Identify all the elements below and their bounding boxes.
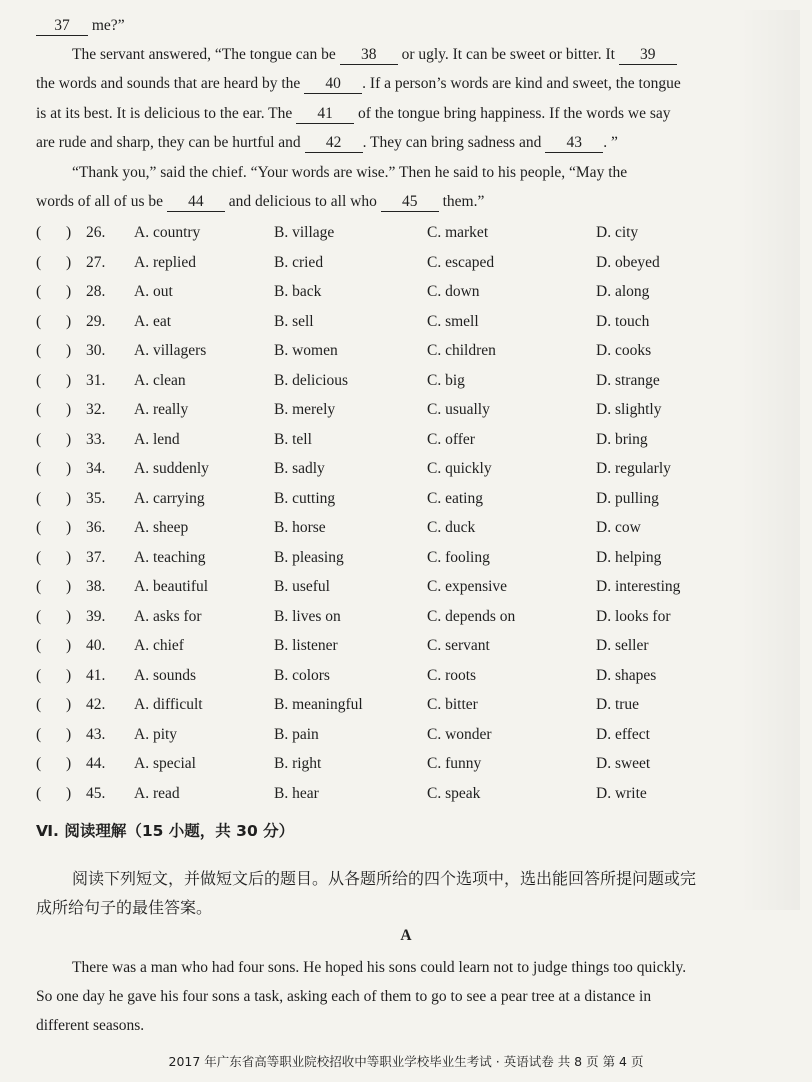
question-row bbox=[36, 635, 748, 657]
passage-text: The servant answered, “The tongue can be bbox=[72, 46, 336, 63]
option-a[interactable]: A. chief bbox=[134, 637, 184, 654]
option-b[interactable]: B. pain bbox=[274, 725, 319, 743]
passage-text: of the tongue bring happiness. If the words we say bbox=[358, 105, 671, 122]
answer-paren-close[interactable]: ) bbox=[66, 548, 72, 566]
option-d[interactable]: D. true bbox=[596, 696, 640, 713]
option-a[interactable]: A. eat bbox=[134, 312, 172, 330]
reading-line-1: There was a man who had four sons. He hoped his sons could learn not to judge things too quickly. bbox=[72, 959, 687, 976]
answer-paren-close[interactable]: ) bbox=[66, 696, 72, 713]
page-footer: 2017 年广东省高等职业院校招收中等职业学校毕业生考试 · 英语试卷 共 8 页 第 4 页 bbox=[168, 1054, 644, 1069]
answer-paren-open[interactable]: ( bbox=[36, 755, 42, 772]
question-number: 31. bbox=[86, 371, 106, 389]
answer-paren-open[interactable]: ( bbox=[36, 342, 42, 359]
option-a[interactable]: A. sheep bbox=[134, 519, 189, 536]
option-a[interactable]: A. carrying bbox=[134, 489, 205, 507]
option-c[interactable]: C. children bbox=[427, 342, 496, 359]
section-title: Ⅵ. 阅读理解（15 小题，共 30 分） bbox=[36, 822, 295, 840]
question-row bbox=[36, 429, 748, 451]
passage-text: are rude and sharp, they can be hurtful and bbox=[36, 134, 301, 151]
option-c[interactable]: C. quickly bbox=[427, 460, 492, 477]
question-row bbox=[36, 488, 748, 510]
option-d[interactable]: D. seller bbox=[596, 637, 649, 654]
question-number: 27. bbox=[86, 253, 106, 271]
section-instruction-line-2: 成所给句子的最佳答案。 bbox=[36, 898, 213, 917]
option-b[interactable]: B. back bbox=[274, 283, 322, 300]
option-c[interactable]: C. bitter bbox=[427, 696, 478, 713]
option-b[interactable]: B. village bbox=[274, 224, 335, 241]
option-c[interactable]: C. expensive bbox=[427, 578, 508, 595]
option-a[interactable]: A. suddenly bbox=[134, 460, 209, 477]
blank-41[interactable]: 41 bbox=[296, 105, 354, 124]
question-row bbox=[36, 694, 748, 716]
option-a[interactable]: A. pity bbox=[134, 725, 178, 743]
question-row bbox=[36, 753, 748, 775]
passage-line-5 bbox=[36, 133, 748, 153]
passage-label: A bbox=[400, 927, 412, 944]
answer-paren-open[interactable]: ( bbox=[36, 519, 42, 536]
passage-text: “Thank you,” said the chief. “Your words are wise.” Then he said to his people, “May the bbox=[72, 164, 628, 181]
question-row bbox=[36, 576, 748, 598]
option-a[interactable]: A. really bbox=[134, 401, 189, 418]
option-d[interactable]: D. regularly bbox=[596, 460, 671, 477]
option-b[interactable]: B. sell bbox=[274, 312, 314, 330]
passage-text: or ugly. It can be sweet or bitter. It bbox=[401, 46, 615, 63]
option-a[interactable]: A. read bbox=[134, 784, 180, 802]
question-number: 29. bbox=[86, 312, 106, 330]
option-b[interactable]: B. delicious bbox=[274, 371, 349, 389]
answer-paren-open[interactable]: ( bbox=[36, 401, 42, 418]
question-row bbox=[36, 547, 748, 569]
answer-paren-open[interactable]: ( bbox=[36, 696, 42, 713]
passage-text: . They can bring sadness and bbox=[362, 134, 542, 151]
option-a[interactable]: A. beautiful bbox=[134, 578, 209, 595]
option-d[interactable]: D. effect bbox=[596, 725, 650, 743]
option-c[interactable]: C. eating bbox=[427, 489, 483, 507]
question-row bbox=[36, 517, 748, 539]
option-a[interactable]: A. difficult bbox=[134, 696, 203, 713]
question-row bbox=[36, 252, 748, 274]
answer-paren-open[interactable]: ( bbox=[36, 489, 42, 507]
answer-paren-open[interactable]: ( bbox=[36, 578, 42, 595]
question-number: 33. bbox=[86, 430, 106, 448]
blank-38[interactable]: 38 bbox=[340, 46, 398, 65]
option-b[interactable]: B. right bbox=[274, 755, 322, 772]
question-number: 40. bbox=[86, 637, 106, 654]
option-c[interactable]: C. servant bbox=[427, 637, 490, 654]
question-row bbox=[36, 399, 748, 421]
option-c[interactable]: C. usually bbox=[427, 401, 490, 418]
option-d[interactable]: D. slightly bbox=[596, 401, 662, 418]
option-c[interactable]: C. down bbox=[427, 283, 480, 300]
option-d[interactable]: D. shapes bbox=[596, 666, 657, 684]
answer-paren-open[interactable]: ( bbox=[36, 784, 42, 802]
blank-43[interactable]: 43 bbox=[545, 134, 603, 153]
option-d[interactable]: D. touch bbox=[596, 312, 650, 330]
answer-paren-close[interactable]: ) bbox=[66, 253, 72, 271]
option-a[interactable]: A. out bbox=[134, 283, 173, 300]
answer-paren-close[interactable]: ) bbox=[66, 430, 72, 448]
option-c[interactable]: C. smell bbox=[427, 312, 479, 330]
scan-shadow bbox=[740, 10, 800, 910]
answer-paren-close[interactable]: ) bbox=[66, 342, 72, 359]
passage-text: me?” bbox=[91, 17, 125, 34]
answer-paren-open[interactable]: ( bbox=[36, 253, 42, 271]
option-a[interactable]: A. sounds bbox=[134, 666, 197, 684]
answer-paren-open[interactable]: ( bbox=[36, 666, 42, 684]
option-d[interactable]: D. helping bbox=[596, 548, 662, 566]
passage-text: . If a person’s words are kind and sweet, the tongue bbox=[362, 75, 681, 92]
option-d[interactable]: D. obeyed bbox=[596, 253, 660, 271]
option-d[interactable]: D. bring bbox=[596, 430, 648, 448]
blank-45[interactable]: 45 bbox=[381, 193, 439, 212]
reading-line-3: different seasons. bbox=[36, 1017, 145, 1034]
option-d[interactable]: D. pulling bbox=[596, 489, 659, 507]
question-row bbox=[36, 370, 748, 392]
blank-44[interactable]: 44 bbox=[167, 193, 225, 212]
option-d[interactable]: D. write bbox=[596, 784, 647, 802]
answer-paren-close[interactable]: ) bbox=[66, 371, 72, 389]
question-number: 32. bbox=[86, 401, 106, 418]
reading-line-2: So one day he gave his four sons a task, asking each of them to go to see a pear tree at a distance in bbox=[36, 988, 652, 1005]
blank-37[interactable]: 37 bbox=[36, 17, 88, 36]
answer-paren-close[interactable]: ) bbox=[66, 784, 72, 802]
option-c[interactable]: C. wonder bbox=[427, 725, 492, 743]
option-d[interactable]: D. sweet bbox=[596, 755, 651, 772]
option-a[interactable]: A. country bbox=[134, 224, 201, 241]
option-b[interactable]: B. lives on bbox=[274, 607, 341, 625]
answer-paren-close[interactable]: ) bbox=[66, 401, 72, 418]
option-a[interactable]: A. special bbox=[134, 755, 196, 772]
question-number: 37. bbox=[86, 548, 106, 566]
option-a[interactable]: A. villagers bbox=[134, 342, 207, 359]
option-d[interactable]: D. along bbox=[596, 283, 650, 300]
question-number: 36. bbox=[86, 519, 106, 536]
question-number: 38. bbox=[86, 578, 106, 595]
option-a[interactable]: A. asks for bbox=[134, 607, 202, 625]
option-b[interactable]: B. pleasing bbox=[274, 548, 344, 566]
option-b[interactable]: B. sadly bbox=[274, 460, 325, 477]
answer-paren-open[interactable]: ( bbox=[36, 725, 42, 743]
option-b[interactable]: B. useful bbox=[274, 578, 330, 595]
question-row bbox=[36, 340, 748, 362]
answer-paren-open[interactable]: ( bbox=[36, 607, 42, 625]
option-c[interactable]: C. market bbox=[427, 224, 489, 241]
question-number: 45. bbox=[86, 784, 106, 802]
question-row bbox=[36, 606, 748, 628]
question-number: 30. bbox=[86, 342, 106, 359]
answer-paren-close[interactable]: ) bbox=[66, 489, 72, 507]
option-a[interactable]: A. clean bbox=[134, 371, 186, 389]
passage-line-6 bbox=[72, 163, 748, 183]
passage-line-1 bbox=[36, 16, 748, 36]
option-b[interactable]: B. horse bbox=[274, 519, 326, 536]
blank-40[interactable]: 40 bbox=[304, 75, 362, 94]
option-c[interactable]: C. roots bbox=[427, 666, 477, 684]
passage-text: words of all of us be bbox=[36, 193, 163, 210]
option-d[interactable]: D. strange bbox=[596, 371, 660, 389]
option-d[interactable]: D. city bbox=[596, 224, 639, 241]
passage-text: and delicious to all who bbox=[228, 193, 377, 210]
answer-paren-close[interactable]: ) bbox=[66, 578, 72, 595]
question-number: 41. bbox=[86, 666, 106, 684]
question-row bbox=[36, 281, 748, 303]
answer-paren-open[interactable]: ( bbox=[36, 637, 42, 654]
option-b[interactable]: B. cried bbox=[274, 253, 324, 271]
answer-paren-close[interactable]: ) bbox=[66, 725, 72, 743]
answer-paren-open[interactable]: ( bbox=[36, 548, 42, 566]
option-d[interactable]: D. interesting bbox=[596, 578, 681, 595]
question-number: 34. bbox=[86, 460, 106, 477]
question-number: 42. bbox=[86, 696, 106, 713]
question-row bbox=[36, 311, 748, 333]
answer-paren-close[interactable]: ) bbox=[66, 312, 72, 330]
passage-line-4 bbox=[36, 104, 748, 124]
option-a[interactable]: A. replied bbox=[134, 253, 196, 271]
option-c[interactable]: C. depends on bbox=[427, 607, 516, 625]
option-d[interactable]: D. looks for bbox=[596, 607, 671, 625]
option-b[interactable]: B. women bbox=[274, 342, 338, 359]
question-row bbox=[36, 222, 748, 244]
passage-line-3 bbox=[36, 74, 748, 94]
option-c[interactable]: C. offer bbox=[427, 430, 475, 448]
section-instruction-line-1: 阅读下列短文，并做短文后的题目。从各题所给的四个选项中，选出能回答所提问题或完 bbox=[72, 869, 697, 888]
answer-paren-close[interactable]: ) bbox=[66, 460, 72, 477]
option-c[interactable]: C. big bbox=[427, 371, 465, 389]
option-b[interactable]: B. listener bbox=[274, 637, 338, 654]
option-c[interactable]: C. escaped bbox=[427, 253, 495, 271]
option-d[interactable]: D. cow bbox=[596, 519, 641, 536]
question-row bbox=[36, 665, 748, 687]
passage-text: is at its best. It is delicious to the ear. The bbox=[36, 105, 293, 122]
passage-text: . ” bbox=[603, 134, 618, 151]
option-b[interactable]: B. colors bbox=[274, 666, 330, 684]
blank-39[interactable]: 39 bbox=[619, 46, 677, 65]
option-a[interactable]: A. lend bbox=[134, 430, 180, 448]
passage-text: them.” bbox=[442, 193, 485, 210]
answer-paren-close[interactable]: ) bbox=[66, 283, 72, 300]
question-row bbox=[36, 783, 748, 805]
option-b[interactable]: B. hear bbox=[274, 784, 319, 802]
answer-paren-open[interactable]: ( bbox=[36, 371, 42, 389]
answer-paren-close[interactable]: ) bbox=[66, 519, 72, 536]
answer-paren-open[interactable]: ( bbox=[36, 312, 42, 330]
question-row bbox=[36, 724, 748, 746]
answer-paren-close[interactable]: ) bbox=[66, 666, 72, 684]
option-c[interactable]: C. speak bbox=[427, 784, 481, 802]
answer-paren-close[interactable]: ) bbox=[66, 224, 72, 241]
question-number: 28. bbox=[86, 283, 106, 300]
question-number: 43. bbox=[86, 725, 106, 743]
blank-42[interactable]: 42 bbox=[305, 134, 363, 153]
passage-text: the words and sounds that are heard by the bbox=[36, 75, 301, 92]
passage-line-2 bbox=[72, 45, 748, 65]
option-b[interactable]: B. merely bbox=[274, 401, 336, 418]
option-d[interactable]: D. cooks bbox=[596, 342, 652, 359]
answer-paren-open[interactable]: ( bbox=[36, 224, 42, 241]
question-number: 35. bbox=[86, 489, 106, 507]
answer-paren-close[interactable]: ) bbox=[66, 607, 72, 625]
option-c[interactable]: C. fooling bbox=[427, 548, 490, 566]
option-b[interactable]: B. tell bbox=[274, 430, 312, 448]
answer-paren-open[interactable]: ( bbox=[36, 430, 42, 448]
option-b[interactable]: B. cutting bbox=[274, 489, 336, 507]
question-number: 26. bbox=[86, 224, 106, 241]
passage-line-7 bbox=[36, 192, 748, 212]
answer-paren-open[interactable]: ( bbox=[36, 283, 42, 300]
option-b[interactable]: B. meaningful bbox=[274, 696, 363, 713]
question-row bbox=[36, 458, 748, 480]
option-c[interactable]: C. duck bbox=[427, 519, 476, 536]
question-number: 44. bbox=[86, 755, 106, 772]
answer-paren-close[interactable]: ) bbox=[66, 637, 72, 654]
answer-paren-open[interactable]: ( bbox=[36, 460, 42, 477]
option-a[interactable]: A. teaching bbox=[134, 548, 206, 566]
question-number: 39. bbox=[86, 607, 106, 625]
option-c[interactable]: C. funny bbox=[427, 755, 482, 772]
answer-paren-close[interactable]: ) bbox=[66, 755, 72, 772]
